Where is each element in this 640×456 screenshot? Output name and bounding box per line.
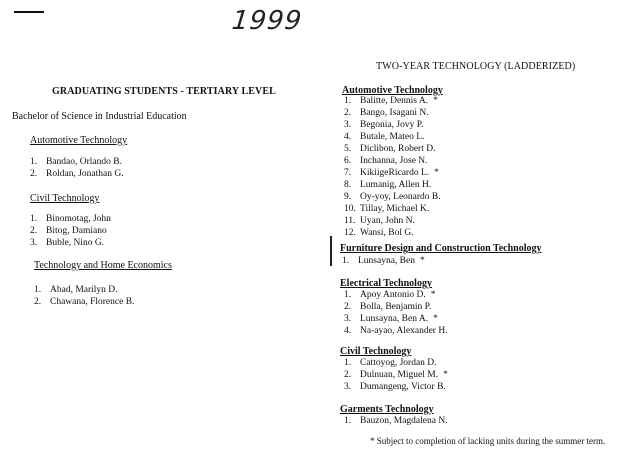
margin-bracket-mark <box>330 236 332 266</box>
list-item: 12. Wansi, Bol G. <box>344 228 414 238</box>
right-heading-garments: Garments Technology <box>340 404 434 415</box>
list-item: 2. Bango, Isagani N. <box>344 108 429 118</box>
list-item: 2. Bitog, Damiano <box>30 226 107 236</box>
list-item: 4. Na-ayao, Alexander H. <box>344 326 448 336</box>
top-left-dash <box>14 11 44 13</box>
list-item: 11. Uyan, John N. <box>344 216 415 226</box>
left-list-automotive <box>30 156 124 180</box>
list-item: 3. Dumangeng, Victor B. <box>344 382 446 392</box>
right-heading-furniture: Furniture Design and Construction Technology <box>340 243 542 254</box>
degree-line: Bachelor of Science in Industrial Education <box>12 111 187 122</box>
right-list-automotive <box>344 95 441 239</box>
list-item: 5. Diclibon, Robert D. <box>344 144 436 154</box>
list-item: 4. Butale, Mateo L. <box>344 132 425 142</box>
left-list-civil <box>30 213 111 249</box>
list-item: 2. Chawana, Florence B. <box>34 297 135 307</box>
list-item: 7. KikiigeRicardo L. * <box>344 168 439 178</box>
left-heading-civil: Civil Technology <box>30 193 100 204</box>
list-item: 2. Bolla, Benjamin P. <box>344 302 432 312</box>
right-heading-civil: Civil Technology <box>340 346 412 357</box>
right-title: TWO-YEAR TECHNOLOGY (LADDERIZED) <box>376 61 576 72</box>
list-item: 2. Dulnuan, Miguel M. * <box>344 370 448 380</box>
list-item: 8. Lumanig, Allen H. <box>344 180 432 190</box>
right-list-electrical <box>344 289 448 337</box>
right-list-civil <box>344 357 448 393</box>
left-list-home-economics <box>34 284 134 308</box>
list-item: 2. Roldan, Jonathan G. <box>30 169 124 179</box>
list-item: 1. Bauzon, Magdalena N. <box>344 416 448 426</box>
right-list-garments <box>344 415 448 427</box>
list-item: 3. Begonia, Jovy P. <box>344 120 424 130</box>
list-item: 1. Binomotag, John <box>30 214 111 224</box>
handwritten-year: 1999 <box>230 6 304 36</box>
list-item: 10. Tillay, Michael K. <box>344 204 430 214</box>
left-title: GRADUATING STUDENTS - TERTIARY LEVEL <box>52 86 276 97</box>
list-item: 9. Oy-yoy, Leonardo B. <box>344 192 441 202</box>
list-item: 1. Cattoyog, Jordan D. <box>344 358 437 368</box>
list-item: 3. Lunsayna, Ben A. * <box>344 314 438 324</box>
list-item: 1. Abad, Marilyn D. <box>34 285 118 295</box>
left-heading-automotive: Automotive Technology <box>30 135 128 146</box>
list-item: 1. Lunsayna, Ben * <box>342 256 425 266</box>
list-item: 1. Bandao, Orlando B. <box>30 157 122 167</box>
footnote: * Subject to completion of lacking units during the summer term. <box>370 436 606 446</box>
list-item: 1. Apoy Antonio D. * <box>344 290 436 300</box>
right-heading-automotive: Automotive Technology <box>342 85 443 96</box>
list-item: 3. Buble, Nino G. <box>30 238 105 248</box>
list-item: 6. Inchanna, Jose N. <box>344 156 428 166</box>
list-item: 1. Balitte, Dennis A. * <box>344 96 438 106</box>
right-list-furniture <box>342 255 425 267</box>
left-heading-home-economics: Technology and Home Economics <box>34 260 172 271</box>
right-heading-electrical: Electrical Technology <box>340 278 432 289</box>
